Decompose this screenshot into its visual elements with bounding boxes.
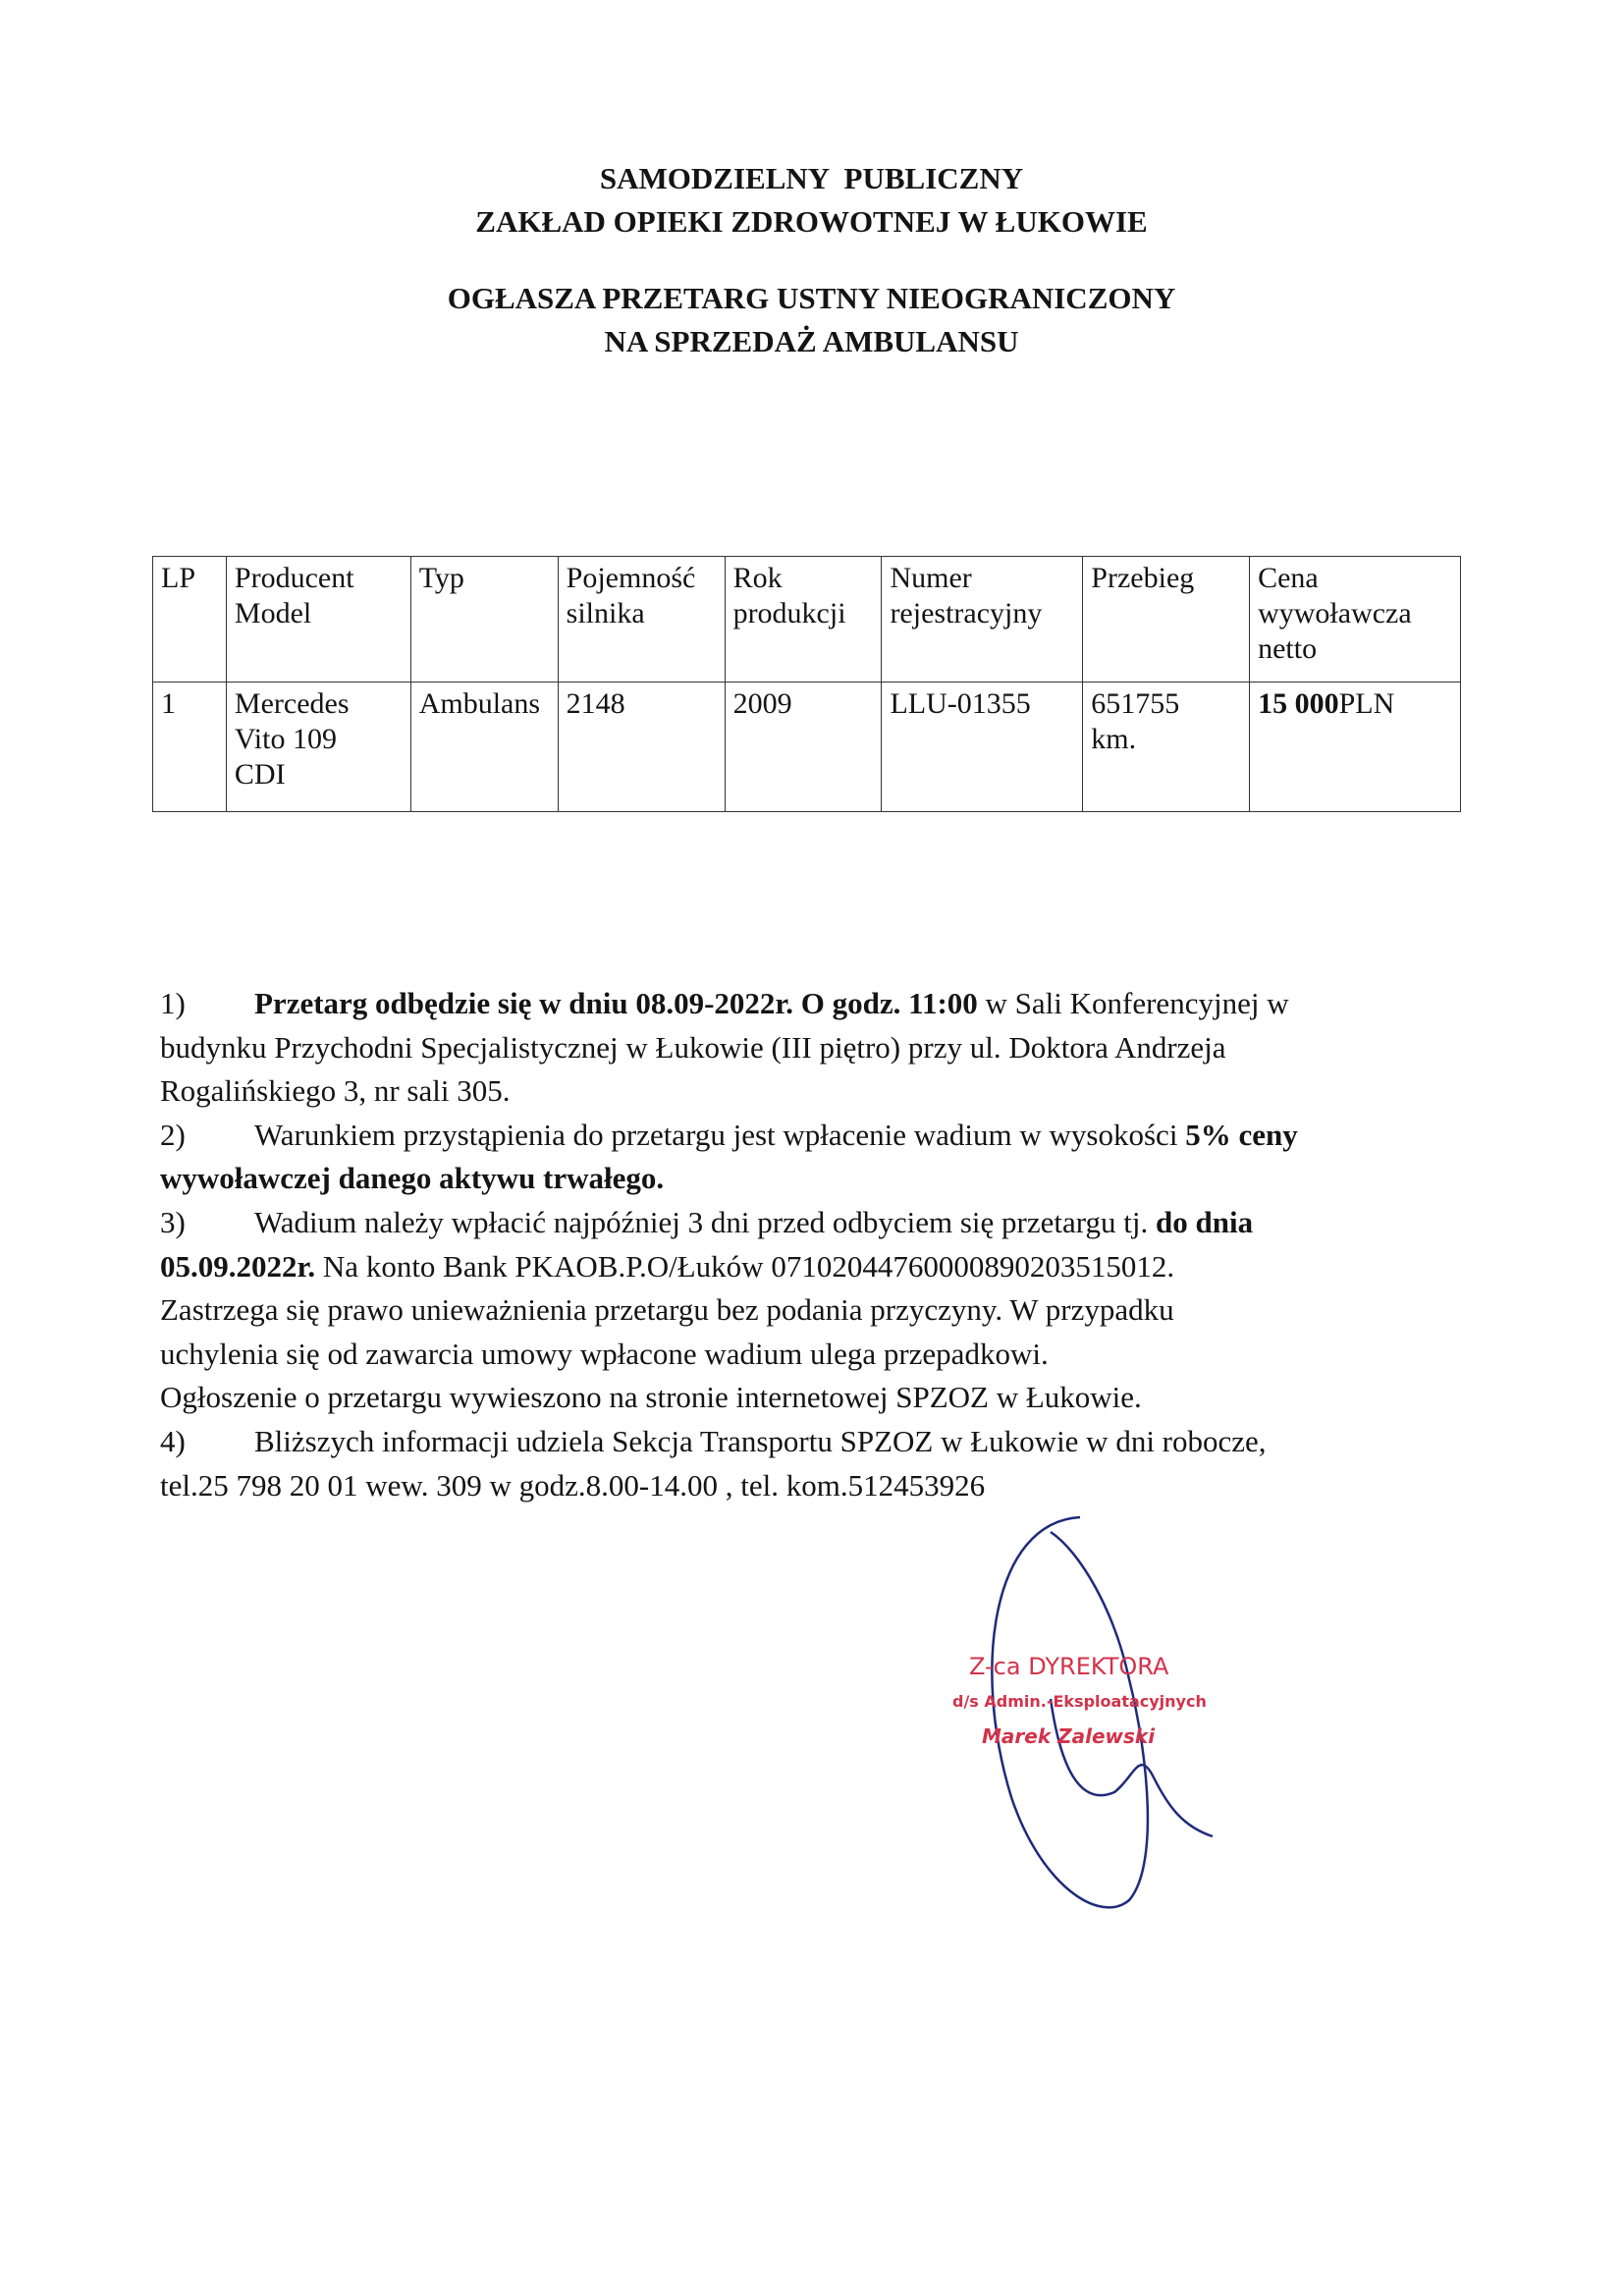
conditions-text — [160, 982, 1476, 1507]
header-typ: Typ — [410, 557, 558, 683]
header-pojemnosc: Pojemność silnika — [558, 557, 725, 683]
point-1-line-2: budynku Przychodni Specjalistycznej w Łukowie (III piętro) przy ul. Doktora Andrzeja — [160, 1029, 1226, 1065]
organization-header — [0, 157, 1623, 244]
point-3-line-4: uchylenia się od zawarcia umowy wpłacone wadium ulega przepadkowi. — [160, 1336, 1049, 1371]
header-przebieg: Przebieg — [1083, 557, 1250, 683]
signature-stroke-icon — [1051, 1699, 1213, 1836]
signature-stamp — [933, 1512, 1267, 1925]
price-unit: PLN — [1338, 687, 1395, 720]
stamp-name: Marek Zalewski — [982, 1724, 1156, 1748]
point-3-line-3: Zastrzega się prawo unieważnienia przetargu bez podania przyczyny. W przypadku — [160, 1292, 1174, 1328]
point-3-line-2: 05.09.2022r. Na konto Bank PKAOB.P.O/Łuków 07102044760000890203515012. — [160, 1248, 1175, 1284]
header-rok: Rok produkcji — [725, 557, 882, 683]
point-2: 2) Warunkiem przystąpienia do przetargu jest wpłacenie wadium w wysokości 5% ceny — [160, 1117, 1298, 1152]
announcement-line-2: NA SPRZEDAŻ AMBULANSU — [604, 324, 1019, 358]
cell-typ: Ambulans — [410, 683, 558, 812]
cell-lp: 1 — [153, 683, 227, 812]
cell-cena — [1250, 683, 1461, 812]
header-producent: Producent Model — [226, 557, 410, 683]
stamp-department: d/s Admin.-Eksploatacyjnych — [952, 1692, 1207, 1711]
price-value: 15 000 — [1258, 687, 1339, 720]
org-line-1: SAMODZIELNY PUBLICZNY — [599, 161, 1024, 195]
header-lp: LP — [153, 557, 227, 683]
vehicle-table — [152, 556, 1461, 812]
point-3-line-5: Ogłoszenie o przetargu wywieszono na stronie internetowej SPZOZ w Łukowie. — [160, 1380, 1142, 1415]
signature-scribble-icon — [992, 1517, 1148, 1907]
cell-model: Mercedes Vito 109 CDI — [226, 683, 410, 812]
point-2-line-2: wywoławczej danego aktywu trwałego. — [160, 1161, 665, 1196]
org-line-2: ZAKŁAD OPIEKI ZDROWOTNEJ W ŁUKOWIE — [475, 204, 1148, 239]
point-4-line-2: tel.25 798 20 01 wew. 309 w godz.8.00-14.00 , tel. kom.512453926 — [160, 1467, 986, 1503]
point-1-line-3: Rogalińskiego 3, nr sali 305. — [160, 1073, 511, 1109]
table-row — [153, 683, 1461, 812]
announcement-header — [0, 277, 1623, 363]
cell-numer: LLU-01355 — [882, 683, 1083, 812]
header-numer: Numer rejestracyjny — [882, 557, 1083, 683]
announcement-line-1: OGŁASZA PRZETARG USTNY NIEOGRANICZONY — [447, 281, 1176, 315]
cell-pojemnosc: 2148 — [558, 683, 725, 812]
cell-rok: 2009 — [725, 683, 882, 812]
point-1: 1) Przetarg odbędzie się w dniu 08.09-2022r. O godz. 11:00 w Sali Konferencyjnej w — [160, 986, 1289, 1020]
header-cena: Cena wywoławcza netto — [1250, 557, 1461, 683]
table-header-row — [153, 557, 1461, 683]
stamp-title: Z-ca DYREKTORA — [969, 1653, 1169, 1680]
point-3: 3) Wadium należy wpłacić najpóźniej 3 dni przed odbyciem się przetargu tj. do dnia — [160, 1204, 1254, 1239]
point-4: 4) Bliższych informacji udziela Sekcja Transportu SPZOZ w Łukowie w dni robocze, — [160, 1423, 1267, 1458]
cell-przebieg: 651755 km. — [1083, 683, 1250, 812]
